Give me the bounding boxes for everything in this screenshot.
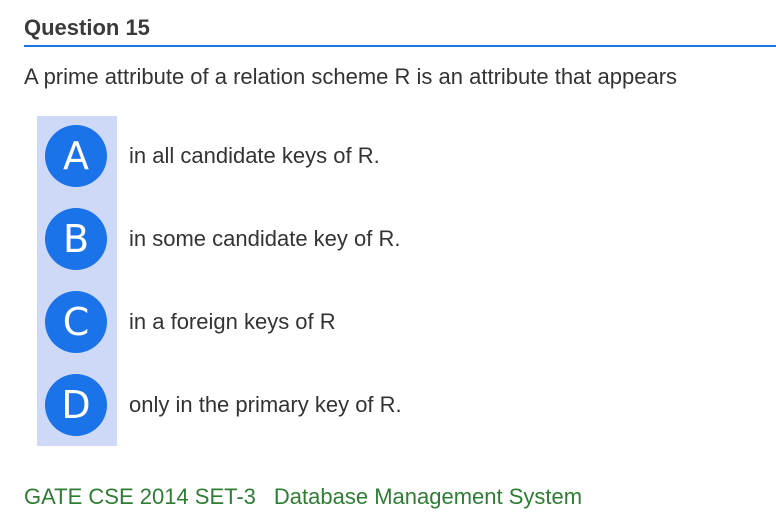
option-b-badge[interactable]: B — [45, 208, 107, 270]
option-b[interactable] — [45, 209, 400, 269]
option-a[interactable] — [45, 126, 380, 186]
subject-tag-link[interactable]: Database Management System — [273, 484, 583, 509]
question-title: Question 15 — [24, 15, 150, 40]
option-a-text: in all candidate keys of R. — [129, 143, 380, 168]
option-a-badge[interactable]: A — [45, 125, 107, 187]
option-d[interactable] — [45, 375, 402, 435]
exam-tag-link[interactable]: GATE CSE 2014 SET-3 — [24, 484, 256, 509]
title-divider — [24, 45, 776, 47]
option-b-text: in some candidate key of R. — [129, 226, 401, 251]
option-c[interactable] — [45, 292, 336, 352]
option-c-text: in a foreign keys of R — [129, 309, 336, 334]
option-c-badge[interactable]: C — [45, 291, 107, 353]
question-text: A prime attribute of a relation scheme R is an attribute that appears — [24, 64, 678, 89]
question-tags — [24, 482, 582, 512]
option-d-badge[interactable]: D — [45, 374, 107, 436]
option-d-text: only in the primary key of R. — [129, 392, 402, 417]
